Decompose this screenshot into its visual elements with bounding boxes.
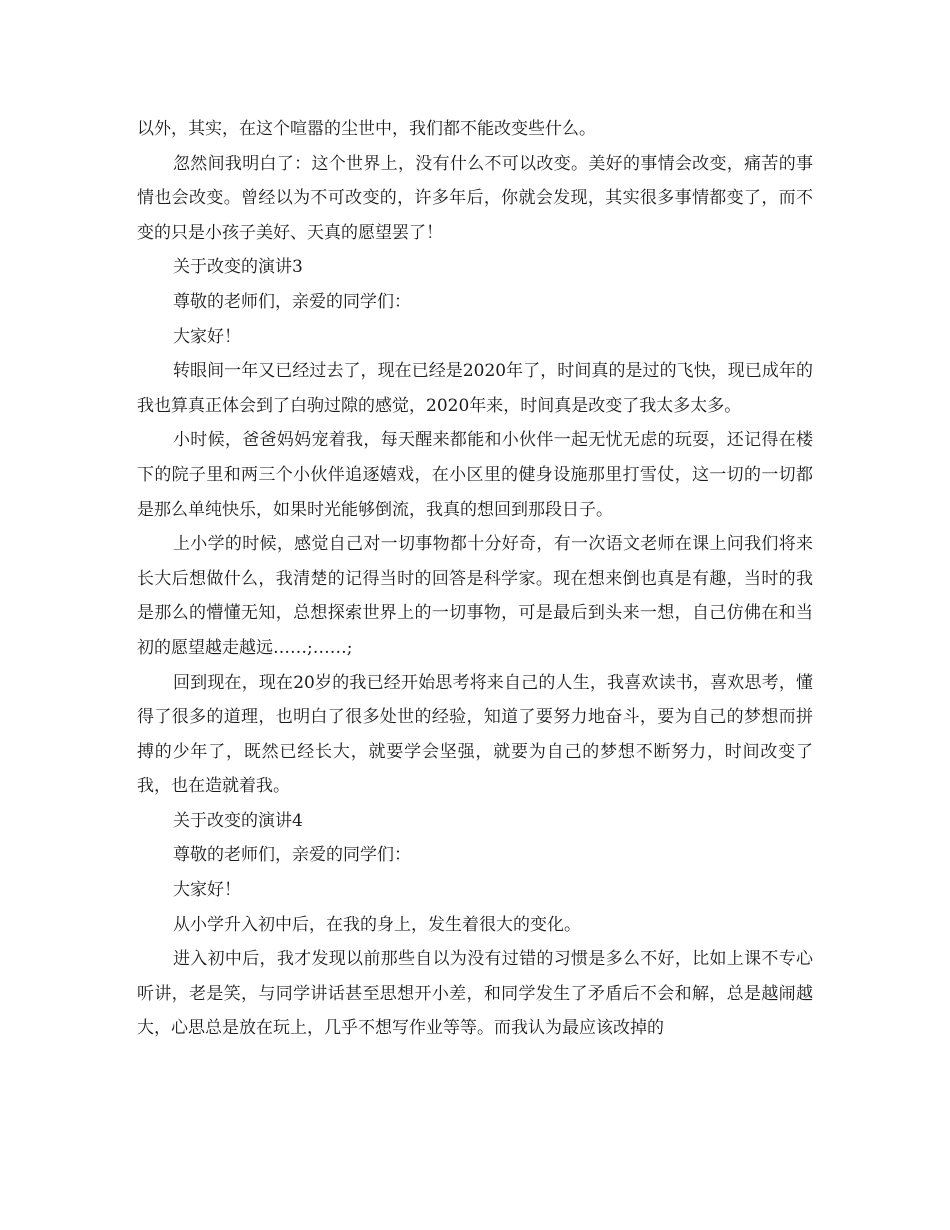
speech-3-greeting: 大家好！ <box>173 326 241 347</box>
speech-3-paragraph-childhood: 小时候，爸爸妈妈宠着我，每天醒来都能和小伙伴一起无忧无虑的玩耍，还记得在楼下的院子里和两三个小伙伴追逐嬉戏，在小区里的健身设施那里打雪仗，这一切的一切都是那么单纯快乐，如果时光能够倒流，我真的想回到那段日子。 <box>137 430 813 520</box>
speech-3-heading: 关于改变的演讲3 <box>173 257 303 278</box>
paragraph-continuation: 以外，其实，在这个喧嚣的尘世中，我们都不能改变些什么。 <box>137 119 596 139</box>
speech-3-salutation: 尊敬的老师们，亲爱的同学们： <box>173 291 411 312</box>
speech-4-paragraph-middle-school: 进入初中后，我才发现以前那些自以为没有过错的习惯是多么不好，比如上课不专心听讲，老是笑，与同学讲话甚至思想开小差，和同学发生了矛盾后不会和解，总是越闹越大，心思总是放在玩上，几乎不想写作业等等。而我认为最应该改掉的 <box>137 949 813 1039</box>
document-page <box>137 112 813 1046</box>
speech-3-paragraph-intro: 转眼间一年又已经过去了，现在已经是2020年了，时间真的是过的飞快，现已成年的我也算真正体会到了白驹过隙的感觉，2020年来，时间真是改变了我太多太多。 <box>137 361 813 416</box>
paragraph-realization: 忽然间我明白了：这个世界上，没有什么不可以改变。美好的事情会改变，痛苦的事情也会改变。曾经以为不可改变的，许多年后，你就会发现，其实很多事情都变了，而不变的只是小孩子美好、天真的愿望罢了！ <box>137 153 813 243</box>
speech-4-heading: 关于改变的演讲4 <box>173 810 303 831</box>
speech-3-paragraph-primary-school: 上小学的时候，感觉自己对一切事物都十分好奇，有一次语文老师在课上问我们将来长大后想做什么，我清楚的记得当时的回答是科学家。现在想来倒也真是有趣，当时的我是那么的懵懂无知，总想探索世界上的一切事物，可是最后到头来一想，自己仿佛在和当初的愿望越走越远……;……; <box>137 534 813 658</box>
speech-4-greeting: 大家好！ <box>173 880 241 901</box>
speech-4-paragraph-intro: 从小学升入初中后，在我的身上，发生着很大的变化。 <box>173 914 581 935</box>
speech-4-salutation: 尊敬的老师们，亲爱的同学们： <box>173 845 411 866</box>
speech-3-paragraph-present: 回到现在，现在20岁的我已经开始思考将来自己的人生，我喜欢读书，喜欢思考，懂得了很多的道理，也明白了很多处世的经验，知道了要努力地奋斗，要为自己的梦想而拼搏的少年了，既然已经长大，就要学会坚强，就要为自己的梦想不断努力，时间改变了我，也在造就着我。 <box>137 672 813 797</box>
